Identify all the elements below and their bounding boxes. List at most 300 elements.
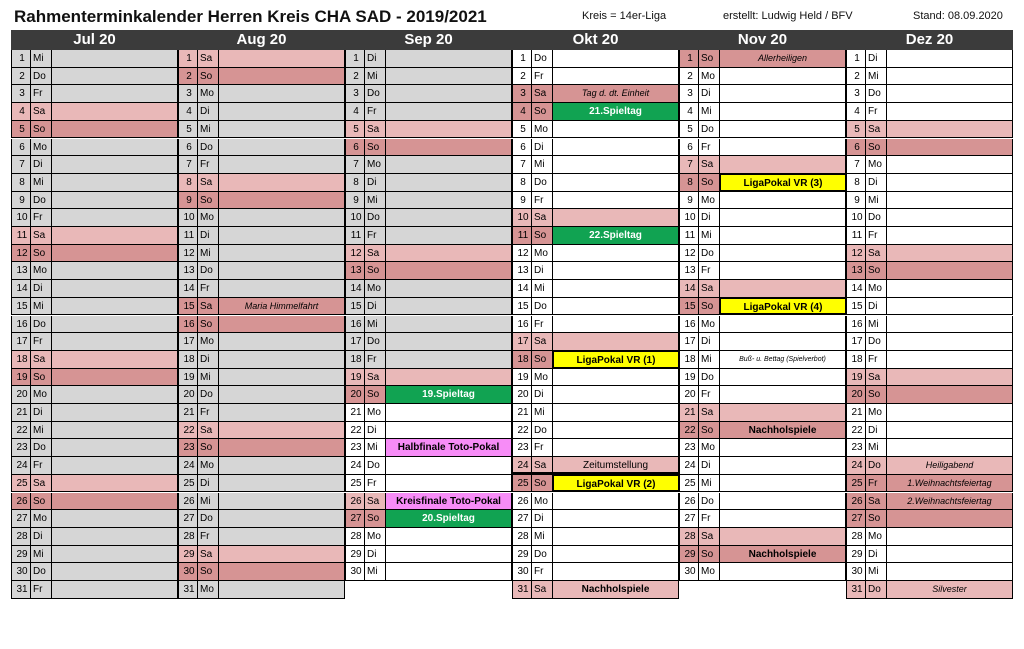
weekday: Do xyxy=(31,192,52,209)
day-row[interactable] xyxy=(679,457,846,475)
day-row[interactable] xyxy=(846,546,1013,564)
day-row[interactable] xyxy=(512,333,679,351)
day-row[interactable] xyxy=(11,316,178,334)
event-cell xyxy=(720,245,846,262)
day-row[interactable] xyxy=(11,298,178,316)
day-row[interactable] xyxy=(178,316,345,334)
event-cell xyxy=(720,439,846,456)
day-row[interactable] xyxy=(11,528,178,546)
weekday: Sa xyxy=(532,581,553,598)
weekday: Mi xyxy=(365,68,386,85)
event-cell xyxy=(720,563,846,580)
day-row[interactable] xyxy=(512,475,679,493)
weekday: Mi xyxy=(365,192,386,209)
weekday: Di xyxy=(699,85,720,102)
day-number: 18 xyxy=(178,351,198,368)
day-number: 18 xyxy=(679,351,699,368)
day-row[interactable] xyxy=(846,50,1013,68)
day-row[interactable] xyxy=(846,510,1013,528)
day-number: 8 xyxy=(345,174,365,191)
day-row[interactable] xyxy=(846,156,1013,174)
day-row[interactable] xyxy=(178,262,345,280)
event-cell xyxy=(720,156,846,173)
event-cell xyxy=(386,298,512,315)
day-row[interactable] xyxy=(345,563,512,581)
day-row[interactable] xyxy=(512,369,679,387)
weekday: Sa xyxy=(866,493,887,510)
day-row[interactable] xyxy=(345,192,512,210)
day-number: 14 xyxy=(178,280,198,297)
day-row[interactable] xyxy=(345,245,512,263)
day-row[interactable] xyxy=(178,209,345,227)
day-row[interactable] xyxy=(846,493,1013,511)
day-row[interactable] xyxy=(846,581,1013,599)
day-row[interactable] xyxy=(679,245,846,263)
day-row[interactable] xyxy=(178,546,345,564)
day-row[interactable] xyxy=(11,156,178,174)
event-cell xyxy=(219,68,345,85)
day-row[interactable] xyxy=(345,404,512,422)
day-row[interactable] xyxy=(679,493,846,511)
day-row[interactable] xyxy=(679,422,846,440)
day-row[interactable] xyxy=(679,156,846,174)
day-row[interactable] xyxy=(512,404,679,422)
event-label: 22.Spieltag xyxy=(553,227,679,244)
day-row[interactable] xyxy=(345,209,512,227)
day-row[interactable] xyxy=(512,192,679,210)
event-cell xyxy=(219,546,345,563)
day-row[interactable] xyxy=(512,316,679,334)
day-number: 9 xyxy=(846,192,866,209)
weekday: Sa xyxy=(31,227,52,244)
day-row[interactable] xyxy=(11,103,178,121)
weekday: Mi xyxy=(198,369,219,386)
day-row[interactable] xyxy=(345,298,512,316)
day-row[interactable] xyxy=(345,121,512,139)
day-row[interactable] xyxy=(846,298,1013,316)
day-row[interactable] xyxy=(178,404,345,422)
day-row[interactable] xyxy=(178,386,345,404)
weekday: So xyxy=(198,316,219,333)
weekday: Sa xyxy=(198,422,219,439)
day-number: 5 xyxy=(345,121,365,138)
day-number: 2 xyxy=(178,68,198,85)
day-row[interactable] xyxy=(345,227,512,245)
event-cell xyxy=(553,386,679,403)
weekday: Mi xyxy=(31,50,52,67)
event-cell xyxy=(52,156,178,173)
day-row[interactable] xyxy=(345,457,512,475)
weekday: Di xyxy=(198,475,219,492)
day-row[interactable] xyxy=(11,493,178,511)
day-row[interactable] xyxy=(512,156,679,174)
weekday: Fr xyxy=(365,227,386,244)
weekday: Mi xyxy=(866,68,887,85)
day-row[interactable] xyxy=(679,386,846,404)
day-row[interactable] xyxy=(11,174,178,192)
day-row[interactable] xyxy=(11,262,178,280)
weekday: Do xyxy=(532,298,553,315)
event-cell xyxy=(553,121,679,138)
day-row[interactable] xyxy=(679,103,846,121)
day-row[interactable] xyxy=(345,174,512,192)
day-row[interactable] xyxy=(178,121,345,139)
day-row[interactable] xyxy=(679,85,846,103)
day-row[interactable] xyxy=(178,192,345,210)
weekday: Di xyxy=(198,227,219,244)
day-number: 14 xyxy=(11,280,31,297)
day-row[interactable] xyxy=(679,475,846,493)
event-cell xyxy=(219,85,345,102)
weekday: Sa xyxy=(699,528,720,545)
day-row[interactable] xyxy=(679,404,846,422)
day-row[interactable] xyxy=(512,298,679,316)
day-row[interactable] xyxy=(512,528,679,546)
day-row[interactable] xyxy=(679,298,846,316)
weekday: Fr xyxy=(866,351,887,368)
day-row[interactable] xyxy=(846,192,1013,210)
day-row[interactable] xyxy=(178,493,345,511)
event-cell xyxy=(887,528,1013,545)
day-row[interactable] xyxy=(512,546,679,564)
day-row[interactable] xyxy=(679,280,846,298)
day-row[interactable] xyxy=(178,174,345,192)
day-row[interactable] xyxy=(11,280,178,298)
day-row[interactable] xyxy=(345,85,512,103)
day-row[interactable] xyxy=(11,351,178,369)
day-row[interactable] xyxy=(679,528,846,546)
day-row[interactable] xyxy=(178,581,345,599)
day-row[interactable] xyxy=(679,209,846,227)
day-row[interactable] xyxy=(178,103,345,121)
day-row[interactable] xyxy=(345,369,512,387)
weekday: So xyxy=(699,174,720,191)
day-row[interactable] xyxy=(512,209,679,227)
day-row[interactable] xyxy=(846,174,1013,192)
day-number: 9 xyxy=(11,192,31,209)
day-row[interactable] xyxy=(679,546,846,564)
weekday: Mo xyxy=(198,333,219,350)
weekday: So xyxy=(532,475,553,492)
day-row[interactable] xyxy=(846,422,1013,440)
day-row[interactable] xyxy=(345,139,512,157)
day-row[interactable] xyxy=(512,439,679,457)
weekday: So xyxy=(31,493,52,510)
event-cell xyxy=(553,404,679,421)
day-row[interactable] xyxy=(178,156,345,174)
day-row[interactable] xyxy=(178,227,345,245)
day-row[interactable] xyxy=(11,85,178,103)
event-cell xyxy=(219,333,345,350)
day-row[interactable] xyxy=(345,493,512,511)
weekday: Do xyxy=(31,563,52,580)
day-row[interactable] xyxy=(846,563,1013,581)
day-row[interactable] xyxy=(11,457,178,475)
day-number: 13 xyxy=(345,262,365,279)
event-label: Kreisfinale Toto-Pokal xyxy=(386,493,512,510)
day-row[interactable] xyxy=(11,404,178,422)
day-row[interactable] xyxy=(345,280,512,298)
day-row[interactable] xyxy=(679,333,846,351)
day-row[interactable] xyxy=(345,68,512,86)
event-cell xyxy=(887,192,1013,209)
day-row[interactable] xyxy=(512,139,679,157)
day-row[interactable] xyxy=(178,528,345,546)
day-row[interactable] xyxy=(11,422,178,440)
day-row[interactable] xyxy=(846,528,1013,546)
month-header: Jul 20 xyxy=(11,30,178,50)
day-number: 14 xyxy=(512,280,532,297)
day-number: 1 xyxy=(345,50,365,67)
day-row[interactable] xyxy=(846,457,1013,475)
weekday: Do xyxy=(198,139,219,156)
day-row[interactable] xyxy=(11,369,178,387)
event-cell xyxy=(219,493,345,510)
weekday: Di xyxy=(31,404,52,421)
weekday: Mi xyxy=(198,493,219,510)
day-row[interactable] xyxy=(512,174,679,192)
event-cell xyxy=(553,280,679,297)
weekday: So xyxy=(866,262,887,279)
day-row[interactable] xyxy=(679,316,846,334)
day-row[interactable] xyxy=(345,510,512,528)
day-row[interactable] xyxy=(512,581,679,599)
event-label: 21.Spieltag xyxy=(553,103,679,120)
event-cell xyxy=(887,245,1013,262)
day-number: 16 xyxy=(178,316,198,333)
day-row[interactable] xyxy=(11,333,178,351)
day-row[interactable] xyxy=(178,563,345,581)
day-row[interactable] xyxy=(178,298,345,316)
day-row[interactable] xyxy=(846,227,1013,245)
event-cell xyxy=(219,510,345,527)
day-row[interactable] xyxy=(11,209,178,227)
day-row[interactable] xyxy=(11,386,178,404)
weekday: Sa xyxy=(866,245,887,262)
event-cell xyxy=(52,581,178,598)
day-row[interactable] xyxy=(679,227,846,245)
day-row[interactable] xyxy=(512,457,679,475)
day-row[interactable] xyxy=(679,563,846,581)
day-number: 24 xyxy=(846,457,866,474)
day-row[interactable] xyxy=(679,369,846,387)
day-row[interactable] xyxy=(11,227,178,245)
day-row[interactable] xyxy=(512,493,679,511)
weekday: Mo xyxy=(365,528,386,545)
day-row[interactable] xyxy=(846,68,1013,86)
weekday: Mo xyxy=(866,156,887,173)
weekday: Di xyxy=(532,139,553,156)
weekday: Di xyxy=(31,280,52,297)
day-number: 27 xyxy=(512,510,532,527)
weekday: Do xyxy=(365,457,386,474)
day-row[interactable] xyxy=(512,50,679,68)
event-cell xyxy=(553,563,679,580)
day-row[interactable] xyxy=(512,386,679,404)
day-number: 31 xyxy=(512,581,532,598)
day-row[interactable] xyxy=(345,546,512,564)
day-row[interactable] xyxy=(178,369,345,387)
day-row[interactable] xyxy=(679,439,846,457)
day-row[interactable] xyxy=(11,546,178,564)
day-row[interactable] xyxy=(178,139,345,157)
day-row[interactable] xyxy=(679,262,846,280)
day-number: 16 xyxy=(512,316,532,333)
day-row[interactable] xyxy=(846,139,1013,157)
day-row[interactable] xyxy=(679,351,846,369)
weekday: Sa xyxy=(198,298,219,315)
event-label: Nachholspiele xyxy=(553,581,679,598)
day-row[interactable] xyxy=(178,50,345,68)
event-cell xyxy=(219,457,345,474)
event-cell xyxy=(386,563,512,580)
weekday: Do xyxy=(198,510,219,527)
day-number: 15 xyxy=(11,298,31,315)
event-cell xyxy=(720,528,846,545)
day-row[interactable] xyxy=(512,280,679,298)
day-row[interactable] xyxy=(178,85,345,103)
day-row[interactable] xyxy=(679,192,846,210)
day-number: 16 xyxy=(345,316,365,333)
day-row[interactable] xyxy=(178,510,345,528)
month-header: Dez 20 xyxy=(846,30,1013,50)
day-row[interactable] xyxy=(178,245,345,263)
event-cell xyxy=(887,369,1013,386)
day-row[interactable] xyxy=(11,192,178,210)
weekday: Fr xyxy=(365,351,386,368)
day-row[interactable] xyxy=(679,121,846,139)
event-cell xyxy=(553,209,679,226)
day-row[interactable] xyxy=(345,422,512,440)
day-row[interactable] xyxy=(679,68,846,86)
day-row[interactable] xyxy=(345,262,512,280)
day-row[interactable] xyxy=(846,439,1013,457)
event-cell xyxy=(386,369,512,386)
weekday: Mo xyxy=(365,280,386,297)
event-label: Halbfinale Toto-Pokal xyxy=(386,439,512,456)
day-row[interactable] xyxy=(512,510,679,528)
day-row[interactable] xyxy=(11,475,178,493)
day-row[interactable] xyxy=(178,475,345,493)
weekday: Mo xyxy=(31,386,52,403)
day-row[interactable] xyxy=(846,333,1013,351)
day-row[interactable] xyxy=(512,68,679,86)
event-cell xyxy=(52,139,178,156)
day-number: 15 xyxy=(345,298,365,315)
day-row[interactable] xyxy=(11,563,178,581)
day-row[interactable] xyxy=(178,457,345,475)
day-row[interactable] xyxy=(679,174,846,192)
day-row[interactable] xyxy=(512,262,679,280)
day-row[interactable] xyxy=(679,50,846,68)
day-row[interactable] xyxy=(846,351,1013,369)
day-row[interactable] xyxy=(846,262,1013,280)
day-row[interactable] xyxy=(345,156,512,174)
day-row[interactable] xyxy=(512,103,679,121)
day-row[interactable] xyxy=(846,369,1013,387)
day-row[interactable] xyxy=(846,316,1013,334)
day-row[interactable] xyxy=(345,528,512,546)
day-number: 29 xyxy=(679,546,699,563)
event-label: LigaPokal VR (3) xyxy=(720,174,846,191)
day-number: 7 xyxy=(345,156,365,173)
month-column xyxy=(679,30,846,643)
day-row[interactable] xyxy=(846,121,1013,139)
day-row[interactable] xyxy=(846,103,1013,121)
event-cell xyxy=(553,510,679,527)
day-row[interactable] xyxy=(178,422,345,440)
day-row[interactable] xyxy=(846,209,1013,227)
day-row[interactable] xyxy=(11,121,178,139)
day-row[interactable] xyxy=(846,280,1013,298)
day-row[interactable] xyxy=(512,121,679,139)
day-number: 1 xyxy=(679,50,699,67)
day-row[interactable] xyxy=(11,245,178,263)
event-cell xyxy=(887,439,1013,456)
weekday: So xyxy=(866,510,887,527)
day-row[interactable] xyxy=(11,139,178,157)
event-cell xyxy=(386,457,512,474)
month-header: Okt 20 xyxy=(512,30,679,50)
event-cell xyxy=(386,528,512,545)
day-row[interactable] xyxy=(846,245,1013,263)
day-row[interactable] xyxy=(345,316,512,334)
weekday: Sa xyxy=(198,50,219,67)
day-row[interactable] xyxy=(512,245,679,263)
day-row[interactable] xyxy=(512,351,679,369)
weekday: Mi xyxy=(31,422,52,439)
day-row[interactable] xyxy=(178,351,345,369)
event-cell xyxy=(720,493,846,510)
day-row[interactable] xyxy=(846,475,1013,493)
day-row[interactable] xyxy=(178,68,345,86)
day-row[interactable] xyxy=(11,510,178,528)
day-row[interactable] xyxy=(512,563,679,581)
day-row[interactable] xyxy=(846,404,1013,422)
day-row[interactable] xyxy=(178,280,345,298)
day-row[interactable] xyxy=(679,139,846,157)
day-row[interactable] xyxy=(11,50,178,68)
day-row[interactable] xyxy=(178,439,345,457)
day-row[interactable] xyxy=(345,103,512,121)
day-row[interactable] xyxy=(345,439,512,457)
day-row[interactable] xyxy=(512,422,679,440)
day-row[interactable] xyxy=(178,333,345,351)
day-row[interactable] xyxy=(345,386,512,404)
day-row[interactable] xyxy=(345,475,512,493)
day-row[interactable] xyxy=(846,85,1013,103)
day-row[interactable] xyxy=(11,581,178,599)
day-row[interactable] xyxy=(345,351,512,369)
weekday: Sa xyxy=(532,333,553,350)
day-number: 4 xyxy=(846,103,866,120)
day-number: 4 xyxy=(345,103,365,120)
weekday: Di xyxy=(532,386,553,403)
event-cell xyxy=(219,262,345,279)
event-cell xyxy=(219,50,345,67)
event-cell xyxy=(887,121,1013,138)
day-row[interactable] xyxy=(11,68,178,86)
day-row[interactable] xyxy=(512,227,679,245)
day-row[interactable] xyxy=(345,50,512,68)
day-row[interactable] xyxy=(11,439,178,457)
event-cell xyxy=(219,227,345,244)
day-row[interactable] xyxy=(512,85,679,103)
day-row[interactable] xyxy=(345,333,512,351)
day-row[interactable] xyxy=(846,386,1013,404)
day-row[interactable] xyxy=(679,510,846,528)
weekday: Di xyxy=(532,262,553,279)
